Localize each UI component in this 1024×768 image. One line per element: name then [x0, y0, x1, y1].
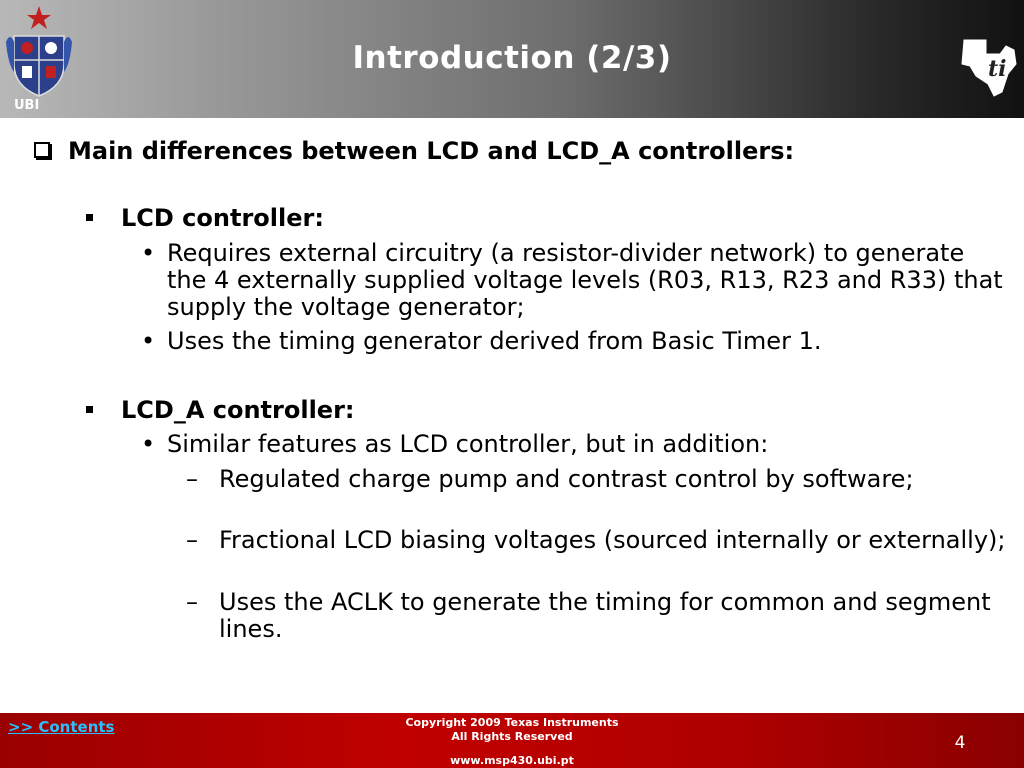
list-item: Fractional LCD biasing voltages (sourced internally or externally); — [219, 526, 1006, 554]
square-bullet-icon — [86, 214, 93, 221]
list-item: Uses the timing generator derived from Basic Timer 1. — [167, 327, 822, 355]
dot-bullet-icon: • — [141, 239, 156, 267]
website-url: www.msp430.ubi.pt — [450, 754, 574, 767]
copyright-line-1: Copyright 2009 Texas Instruments — [405, 716, 619, 729]
section-label-lcd: LCD controller: — [121, 204, 324, 232]
contents-link[interactable]: >> Contents — [8, 718, 115, 736]
dash-bullet-icon: – — [186, 526, 198, 554]
main-heading: Main differences between LCD and LCD_A controllers: — [68, 137, 795, 165]
slide-footer — [0, 713, 1024, 768]
dash-bullet-icon: – — [186, 588, 198, 616]
dot-bullet-icon: • — [141, 327, 156, 355]
dot-bullet-icon: • — [141, 430, 156, 458]
square-bullet-icon — [86, 406, 93, 413]
list-item: Similar features as LCD controller, but in addition: — [167, 430, 769, 458]
list-item: Regulated charge pump and contrast control by software; — [219, 465, 914, 493]
list-item: Requires external circuitry (a resistor-divider network) to generate the 4 externally supplied voltage levels (R03, R13, R23 and R33) that supply the voltage generator; — [167, 239, 1003, 321]
svg-text:ti: ti — [988, 56, 1007, 82]
copyright-notice — [362, 716, 662, 744]
copyright-line-2: All Rights Reserved — [451, 730, 573, 743]
checkbox-bullet-icon — [34, 142, 50, 158]
list-item: Uses the ACLK to generate the timing for common and segment lines. — [219, 588, 991, 643]
slide-title: Introduction (2/3) — [352, 40, 672, 76]
ubi-logo-label: UBI — [14, 98, 40, 113]
dash-bullet-icon: – — [186, 465, 198, 493]
section-label-lcd-a: LCD_A controller: — [121, 396, 355, 424]
page-number: 4 — [954, 733, 966, 753]
